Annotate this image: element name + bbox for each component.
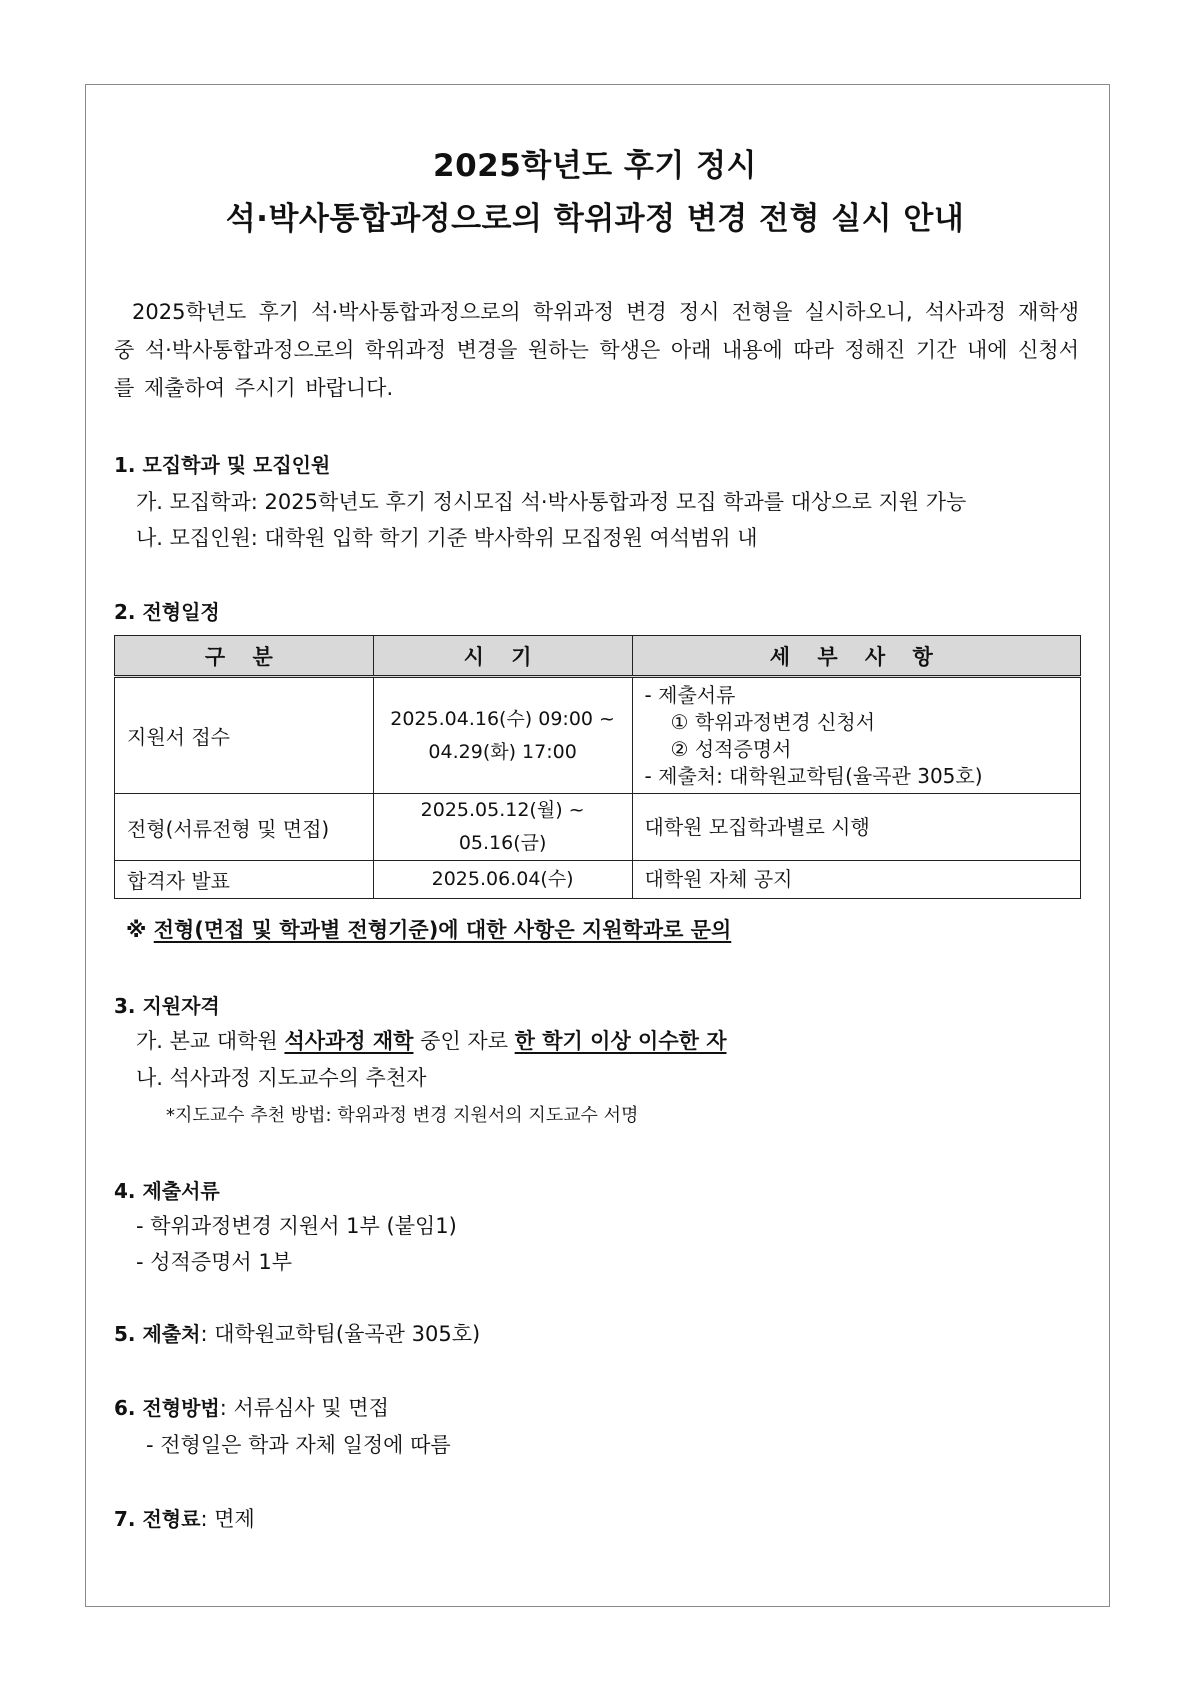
section-7-heading: 7. 전형료 <box>114 1507 201 1531</box>
header-category: 구 분 <box>115 636 374 677</box>
header-period: 시 기 <box>373 636 632 677</box>
details-line: - 제출처: 대학원교학팀(율곡관 305호) <box>644 763 983 788</box>
section-7-text: : 면제 <box>200 1507 255 1531</box>
section-3-item-a <box>136 1025 727 1055</box>
intro-paragraph: 2025학년도 후기 석·박사통합과정으로의 학위과정 변경 정시 전형을 실시하오니, 석사과정 재학생 중 석·박사통합과정으로의 학위과정 변경을 원하는 학생은 아래 내용에 따라 정해진 기간 내에 신청서를 제출하여 주시기 바랍니다. <box>114 300 1079 400</box>
section-5-heading: 5. 제출처 <box>114 1322 201 1346</box>
section-4-heading: 4. 제출서류 <box>114 1179 220 1203</box>
section-1-item-a: 가. 모집학과: 2025학년도 후기 정시모집 석·박사통합과정 모집 학과를 대상으로 지원 가능 <box>136 490 967 514</box>
list-item: - 성적증명서 1부 <box>136 1250 293 1274</box>
item-a-underline-2: 한 학기 이상 이수한 자 <box>514 1029 727 1053</box>
details-line: - 제출서류 <box>644 682 736 707</box>
section-5-text: : 대학원교학팀(율곡관 305호) <box>200 1322 481 1346</box>
note-text: 전형(면접 및 학과별 전형기준)에 대한 사항은 지원학과로 문의 <box>153 918 732 942</box>
row-details: 대학원 모집학과별로 시행 <box>632 794 1080 861</box>
schedule-table <box>114 635 1081 899</box>
title-line-2: 석·박사통합과정으로의 학위과정 변경 전형 실시 안내 <box>225 201 965 237</box>
row-label: 합격자 발표 <box>115 861 374 899</box>
item-a-prefix: 가. 본교 대학원 <box>136 1029 278 1053</box>
period-line: 05.16(금) <box>458 832 547 854</box>
details-line: ② 성적증명서 <box>670 736 792 761</box>
item-a-middle: 중인 자로 <box>420 1029 508 1053</box>
section-6 <box>114 1392 389 1422</box>
section-3-item-b: 나. 석사과정 지도교수의 추천자 <box>136 1066 427 1090</box>
period-line: 2025.04.16(수) 09:00 ~ <box>390 707 615 730</box>
row-period: 2025.06.04(수) <box>373 861 632 899</box>
row-details: 대학원 자체 공지 <box>632 861 1080 899</box>
row-period <box>373 677 632 794</box>
list-item: - 학위과정변경 지원서 1부 (붙임1) <box>136 1214 457 1238</box>
details-line: ① 학위과정변경 신청서 <box>670 709 876 734</box>
schedule-note <box>126 914 731 944</box>
section-7 <box>114 1503 255 1533</box>
table-row <box>115 861 1081 899</box>
section-1-item-b: 나. 모집인원: 대학원 입학 학기 기준 박사학위 모집정원 여석범위 내 <box>136 526 758 550</box>
section-1-heading: 1. 모집학과 및 모집인원 <box>114 453 331 477</box>
row-label: 전형(서류전형 및 면접) <box>115 794 374 861</box>
list-item: - 전형일은 학과 자체 일정에 따름 <box>146 1433 451 1457</box>
table-row <box>115 677 1081 794</box>
section-5 <box>114 1318 480 1348</box>
schedule-header-row <box>115 636 1081 677</box>
note-mark: ※ <box>126 918 147 942</box>
section-6-heading: 6. 전형방법 <box>114 1396 220 1420</box>
section-3-note: *지도교수 추천 방법: 학위과정 변경 지원서의 지도교수 서명 <box>166 1105 639 1126</box>
row-period <box>373 794 632 861</box>
period-line: 2025.05.12(월) ~ <box>420 799 585 821</box>
title-line-1: 2025학년도 후기 정시 <box>433 148 757 184</box>
section-2-heading: 2. 전형일정 <box>114 600 220 624</box>
row-details <box>632 677 1080 794</box>
header-details: 세 부 사 항 <box>632 636 1080 677</box>
table-row <box>115 794 1081 861</box>
section-3-heading: 3. 지원자격 <box>114 994 220 1018</box>
item-a-underline-1: 석사과정 재학 <box>284 1029 414 1053</box>
section-6-text: : 서류심사 및 면접 <box>219 1396 389 1420</box>
row-label: 지원서 접수 <box>115 677 374 794</box>
period-line: 04.29(화) 17:00 <box>428 740 577 763</box>
